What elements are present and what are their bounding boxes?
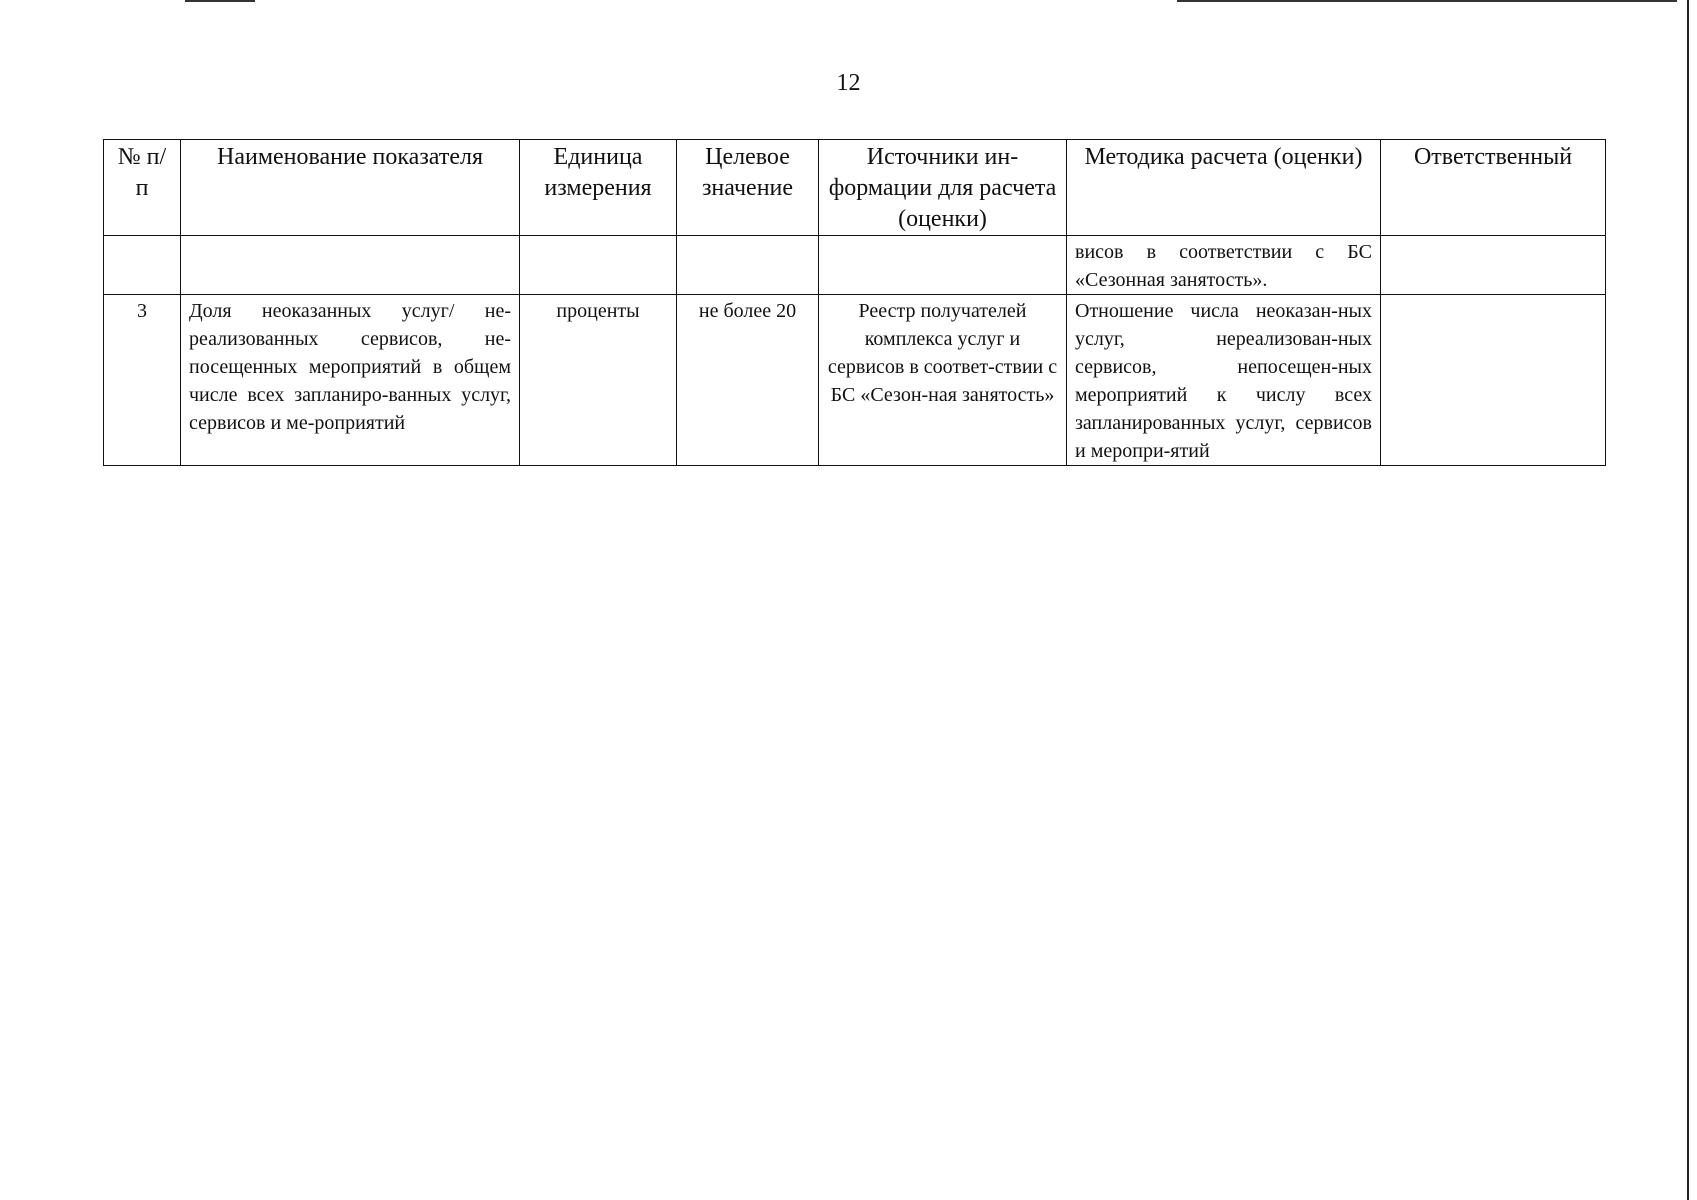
scan-edge-right: [1687, 0, 1689, 1200]
header-method: Методика расчета (оценки): [1067, 140, 1381, 236]
header-responsible: Ответственный: [1381, 140, 1606, 236]
table-header-row: [104, 140, 1606, 236]
cell-responsible: [1381, 236, 1606, 295]
cell-responsible: [1381, 295, 1606, 466]
cell-target-value: не более 20: [677, 295, 819, 466]
cell-method: Отношение числа неоказан-ных услуг, нереализован-ных сервисов, непосещен-ных мероприятий к числу всех запланированных услуг, сервисов и меропри-ятий: [1067, 295, 1381, 466]
cell-num: [104, 236, 181, 295]
header-indicator-name: Наименование показателя: [181, 140, 520, 236]
table-row-continuation: [104, 236, 1606, 295]
table-row: [104, 295, 1606, 466]
indicators-table: [103, 139, 1606, 466]
header-num: № п/п: [104, 140, 181, 236]
scan-edge-top: [1177, 0, 1677, 2]
cell-unit: [520, 236, 677, 295]
cell-method: висов в соответствии с БС «Сезонная занятость».: [1067, 236, 1381, 295]
cell-sources: Реестр получателей комплекса услуг и сервисов в соответ-ствии с БС «Сезон-ная занятость»: [819, 295, 1067, 466]
cell-num: 3: [104, 295, 181, 466]
scan-edge-top-left: [185, 0, 255, 2]
cell-indicator-name: [181, 236, 520, 295]
page-number: 12: [836, 70, 861, 96]
cell-indicator-name: Доля неоказанных услуг/ не-реализованных сервисов, не-посещенных мероприятий в общем числе всех запланиро-ванных услуг, сервисов и ме-роприятий: [181, 295, 520, 466]
header-target-value: Целевое значение: [677, 140, 819, 236]
cell-unit: проценты: [520, 295, 677, 466]
cell-sources: [819, 236, 1067, 295]
header-unit: Единица измерения: [520, 140, 677, 236]
cell-target-value: [677, 236, 819, 295]
header-sources: Источники ин-формации для расчета (оценки): [819, 140, 1067, 236]
